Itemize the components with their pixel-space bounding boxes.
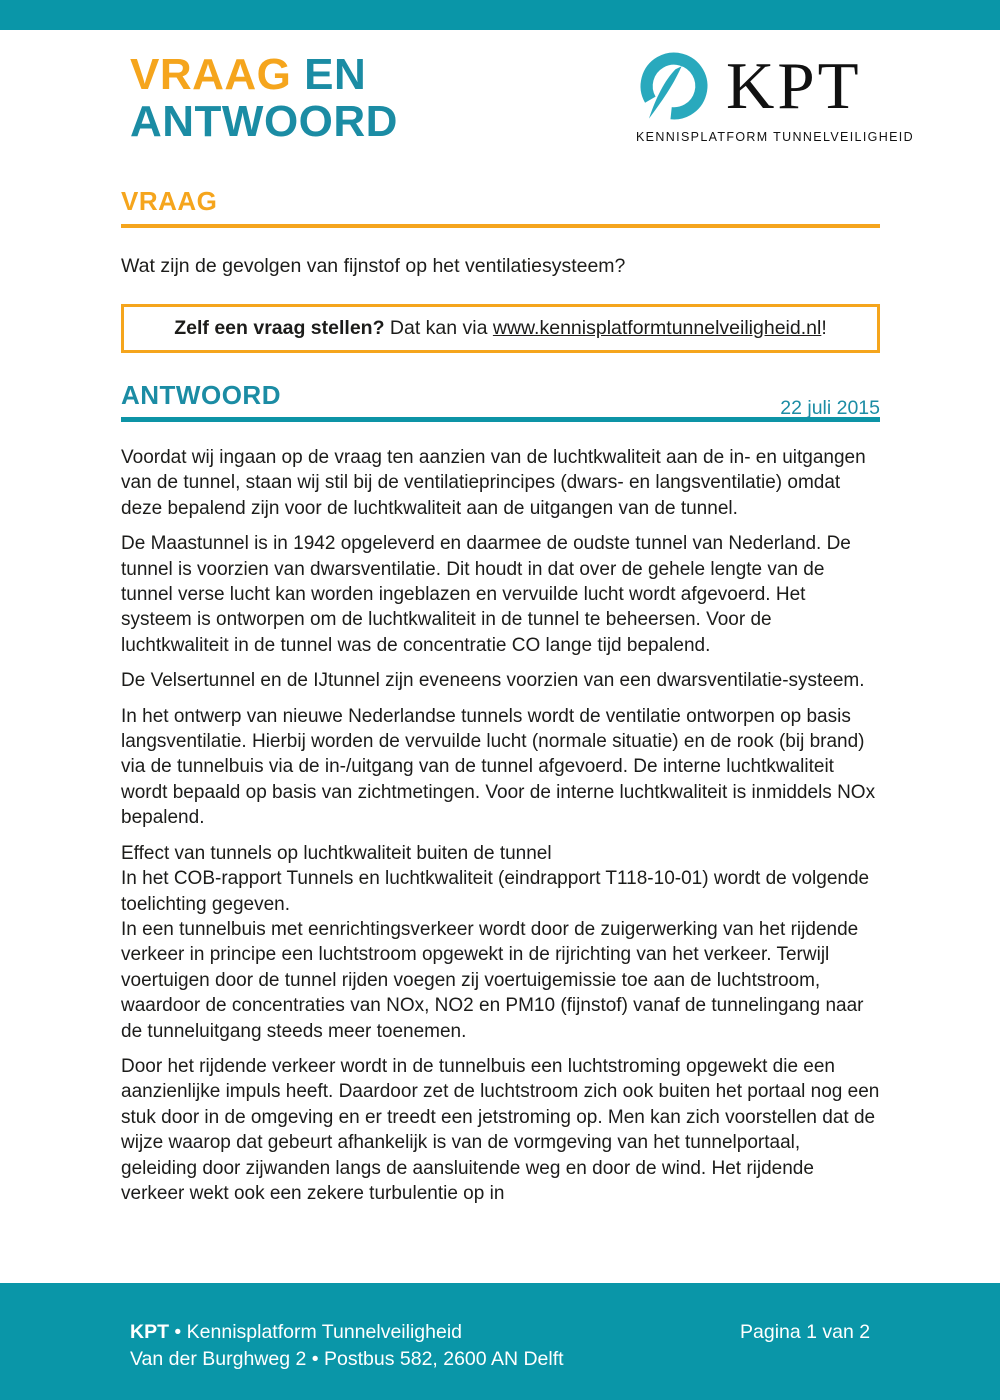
antwoord-heading: ANTWOORD: [121, 380, 281, 410]
paragraph-group: [121, 704, 880, 831]
antwoord-rule: [121, 417, 880, 422]
footer-org-name: • Kennisplatform Tunnelveiligheid: [169, 1321, 462, 1343]
callout-exclamation: !: [821, 317, 827, 339]
body-paragraph: Voordat wij ingaan op de vraag ten aanzien van de luchtkwaliteit aan de in- en uitgangen van de tunnel, staan wij stil bij de ventilatieprincipes (dwars- en langsventilatie) omdat deze bepalend zijn voor de luchtkwaliteit aan de uitgangen van de tunnel.: [121, 447, 866, 519]
body-paragraph: In een tunnelbuis met eenrichtingsverkeer wordt door de zuigerwerking van het rijdende verkeer in principe een luchtstroom opgewekt in de rijrichting van het verkeer. Terwijl voertuigen door de tunnel rijden voegen zij voertuigemissie toe aan de luchtstroom, waardoor de concentraties van NOx, NO2 en PM10 (fijnstof) vanaf de tunnelingang naar de tunneluitgang steeds meer toenemen.: [121, 918, 864, 1042]
body-paragraph: In het ontwerp van nieuwe Nederlandse tunnels wordt de ventilatie ontworpen op basis langsventilatie. Hierbij worden de vervuilde lucht (normale situatie) en de rook (bij brand) via de tunnelbuis via de in-/uitgang van de tunnel afgevoerd. De interne luchtkwaliteit wordt bepaald op basis van zichtmetingen. Voor de interne luchtkwaliteit is inmiddels NOx bepalend.: [121, 705, 876, 829]
body-paragraph: De Velsertunnel en de IJtunnel zijn eveneens voorzien van een dwarsventilatie-systeem.: [121, 670, 865, 692]
kpt-tunnel-arrow-icon: [636, 48, 712, 124]
page-title: [130, 52, 398, 145]
vraag-heading: VRAAG: [121, 186, 218, 216]
kpt-logo-acronym: KPT: [726, 49, 862, 123]
body-paragraph: Door het rijdende verkeer wordt in de tunnelbuis een luchtstroming opgewekt die een aanzienlijke impuls heeft. Daardoor zet de luchtstroom zich ook buiten het portaal nog een stuk door in de omgeving en er treedt een jetstroming op. Men kan zich voorstellen dat de wijze waarop dat gebeurt afhankelijk is van de vormgeving van het tunnelportaal, geleiding door zijwanden langs de aansluitende weg en door de wind. Het rijdende verkeer wekt ook een zekere turbulentie op in: [121, 1055, 880, 1204]
paragraph-group: [121, 668, 880, 693]
page-title-line1: [130, 52, 398, 99]
paragraph-group: [121, 841, 880, 1044]
page-title-vraag: VRAAG: [130, 50, 292, 99]
answer-date: 22 juli 2015: [780, 397, 880, 419]
footer-address: Van der Burghweg 2 • Postbus 582, 2600 AN Delft: [130, 1348, 564, 1370]
footer-text: [130, 1319, 564, 1373]
body-paragraph: Effect van tunnels op luchtkwaliteit buiten de tunnel: [121, 842, 552, 864]
footer-bar: [0, 1283, 1000, 1400]
body-paragraph: In het COB-rapport Tunnels en luchtkwaliteit (eindrapport T118-10-01) wordt de volgende toelichting gegeven.: [121, 868, 870, 915]
page-indicator: Pagina 1 van 2: [740, 1321, 871, 1343]
callout-bold-text: Zelf een vraag stellen?: [174, 317, 385, 339]
top-accent-bar: [0, 0, 1000, 30]
ask-question-callout: [121, 304, 880, 353]
kpt-logo: [636, 48, 915, 144]
kpt-logo-subtitle: KENNISPLATFORM TUNNELVEILIGHEID: [636, 130, 915, 144]
kpt-website-link[interactable]: www.kennisplatformtunnelveiligheid.nl: [492, 317, 822, 339]
antwoord-header: [121, 380, 880, 422]
page-title-line2: ANTWOORD: [130, 96, 398, 146]
paragraph-group: [121, 445, 880, 521]
body-paragraph: De Maastunnel is in 1942 opgeleverd en daarmee de oudste tunnel van Nederland. De tunnel is voorzien van dwarsventilatie. Dit houdt in dat over de gehele lengte van de tunnel verse lucht kan worden ingeblazen en vervuilde lucht wordt afgevoerd. Het systeem is ontworpen om de luchtkwaliteit in de tunnel te beheersen. Voor de luchtkwaliteit in de tunnel was de concentratie CO lange tijd bepalend.: [121, 533, 851, 656]
paragraph-group: [121, 531, 880, 658]
kpt-logo-row: [636, 48, 882, 124]
page-title-en: EN: [291, 50, 367, 99]
paragraph-group: [121, 1054, 880, 1206]
question-text: Wat zijn de gevolgen van fijnstof op het ventilatiesysteem?: [121, 255, 626, 277]
callout-text: Dat kan via: [384, 317, 493, 339]
footer-org-line: [130, 1319, 564, 1346]
document-content: [121, 186, 880, 1206]
footer-org-acronym: KPT: [130, 1321, 169, 1343]
answer-body: [121, 445, 880, 1206]
vraag-rule: [121, 224, 880, 228]
